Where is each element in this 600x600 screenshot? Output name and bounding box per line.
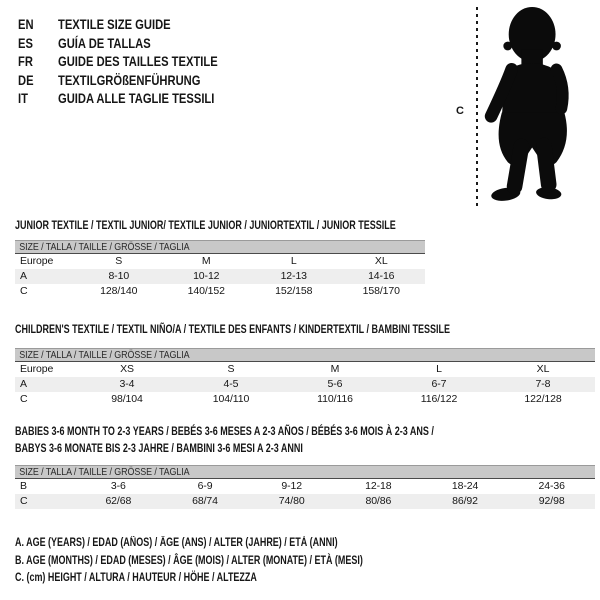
language-title: GUIDE DES TAILLES TEXTILE [58,53,218,69]
language-code: IT [18,90,28,106]
table-row-height [15,392,595,407]
column-header: XL [374,255,388,267]
table-cell: 6-9 [197,480,213,492]
row-label: C [20,495,28,507]
row-label-europe: Europe [20,255,54,267]
table-cell: 92/98 [538,495,565,507]
table-cell: 9-12 [281,480,302,492]
babies-title-line1: BABIES 3-6 MONTH TO 2-3 YEARS / BEBÉS 3-6 MESES A 2-3 AÑOS / BÉBÉS 3-6 MOIS À 2-3 ANS / [15,424,434,438]
language-row [18,34,218,53]
table-row-height [15,494,595,509]
table-cell: 68/74 [192,495,218,507]
language-code: EN [18,16,34,32]
size-header-label: SIZE / TALLA / TAILLE / GRÖSSE / TAGLIA [19,241,190,253]
table-cell: 152/158 [275,285,313,297]
size-header-label: SIZE / TALLA / TAILLE / GRÖSSE / TAGLIA [19,466,190,478]
language-code: DE [18,71,34,88]
toddler-silhouette-image [481,5,593,205]
legend-notes [15,535,363,588]
table-row-age [15,269,425,284]
table-cell: 140/152 [187,285,225,297]
table-cell: 86/92 [452,495,478,507]
language-title: GUÍA DE TALLAS [58,34,151,51]
table-cell: 158/170 [362,285,400,297]
babies-section-title [15,423,434,457]
language-row [18,15,218,34]
table-header-row [15,362,595,377]
column-header: M [330,363,340,375]
table-cell: 5-6 [327,378,343,390]
row-label: A [20,270,27,282]
column-header: XS [120,363,134,375]
language-title: TEXTILE SIZE GUIDE [58,16,171,32]
table-cell: 24-36 [538,480,565,492]
size-header-bar [15,465,595,479]
table-cell: 116/122 [420,393,458,405]
table-cell: 128/140 [100,285,138,297]
row-label: C [20,393,28,405]
language-code: FR [18,53,33,69]
table-cell: 7-8 [535,378,551,390]
language-row [18,52,218,71]
children-size-table [15,348,595,407]
table-cell: 14-16 [368,270,395,282]
table-cell: 12-13 [280,270,307,282]
table-row-height [15,284,425,299]
language-title: GUIDA ALLE TAGLIE TESSILI [58,90,215,106]
table-cell: 10-12 [193,270,220,282]
junior-size-table [15,240,425,299]
row-label: A [20,378,27,390]
note-line-b: B. AGE (MONTHS) / EDAD (MESES) / ÂGE (MOIS) / ALTER (MONATE) / ETÀ (MESI) [15,554,363,567]
table-cell: 80/86 [365,495,392,507]
table-cell: 62/68 [105,495,132,507]
children-section-title: CHILDREN'S TEXTILE / TEXTIL NIÑO/A / TEXTILE DES ENFANTS / KINDERTEXTIL / BAMBINI TESSILE [15,322,451,336]
size-header-label: SIZE / TALLA / TAILLE / GRÖSSE / TAGLIA [19,349,190,361]
table-cell: 98/104 [111,393,143,405]
column-header: L [290,255,297,267]
column-header: S [227,363,235,375]
height-measure-label: C [456,105,464,117]
language-code: ES [18,34,33,51]
size-header-bar [15,240,425,254]
table-cell: 122/128 [524,393,562,405]
language-row [18,71,218,90]
column-header: XL [536,363,550,375]
table-cell: 12-18 [365,480,392,492]
junior-section-title: JUNIOR TEXTILE / TEXTIL JUNIOR/ TEXTILE JUNIOR / JUNIORTEXTIL / JUNIOR TESSILE [15,218,396,232]
table-cell: 4-5 [223,378,239,390]
babies-size-table [15,465,595,509]
language-list [18,15,218,108]
table-cell: 6-7 [431,378,447,390]
column-header: L [436,363,442,375]
table-cell: 110/116 [317,393,353,405]
row-label: B [20,480,27,492]
row-label: C [20,285,28,297]
column-header: M [201,255,211,267]
note-line-a: A. AGE (YEARS) / EDAD (AÑOS) / ÂGE (ANS) / ALTER (JAHRE) / ETÀ (ANNI) [15,537,338,549]
column-header: S [115,255,123,267]
table-cell: 74/80 [278,495,305,507]
table-cell: 3-4 [119,378,135,390]
row-label-europe: Europe [20,363,54,375]
table-row-age-months [15,479,595,494]
language-row [18,89,218,108]
table-cell: 3-6 [110,480,126,492]
babies-title-line2: BABYS 3-6 MONATE BIS 2-3 JAHRE / BAMBINI 3-6 MESI A 2-3 ANNI [15,441,303,455]
size-header-bar [15,348,595,362]
table-row-age [15,377,595,392]
language-title: TEXTILGRÖßENFÜHRUNG [58,71,201,88]
note-line-c: C. (cm) HEIGHT / ALTURA / HAUTEUR / HÖHE / ALTEZZA [15,572,257,584]
table-cell: 18-24 [451,480,479,492]
height-measure-dotted-line [476,7,478,208]
table-cell: 104/110 [212,393,250,405]
table-header-row [15,254,425,269]
table-cell: 8-10 [108,270,130,282]
